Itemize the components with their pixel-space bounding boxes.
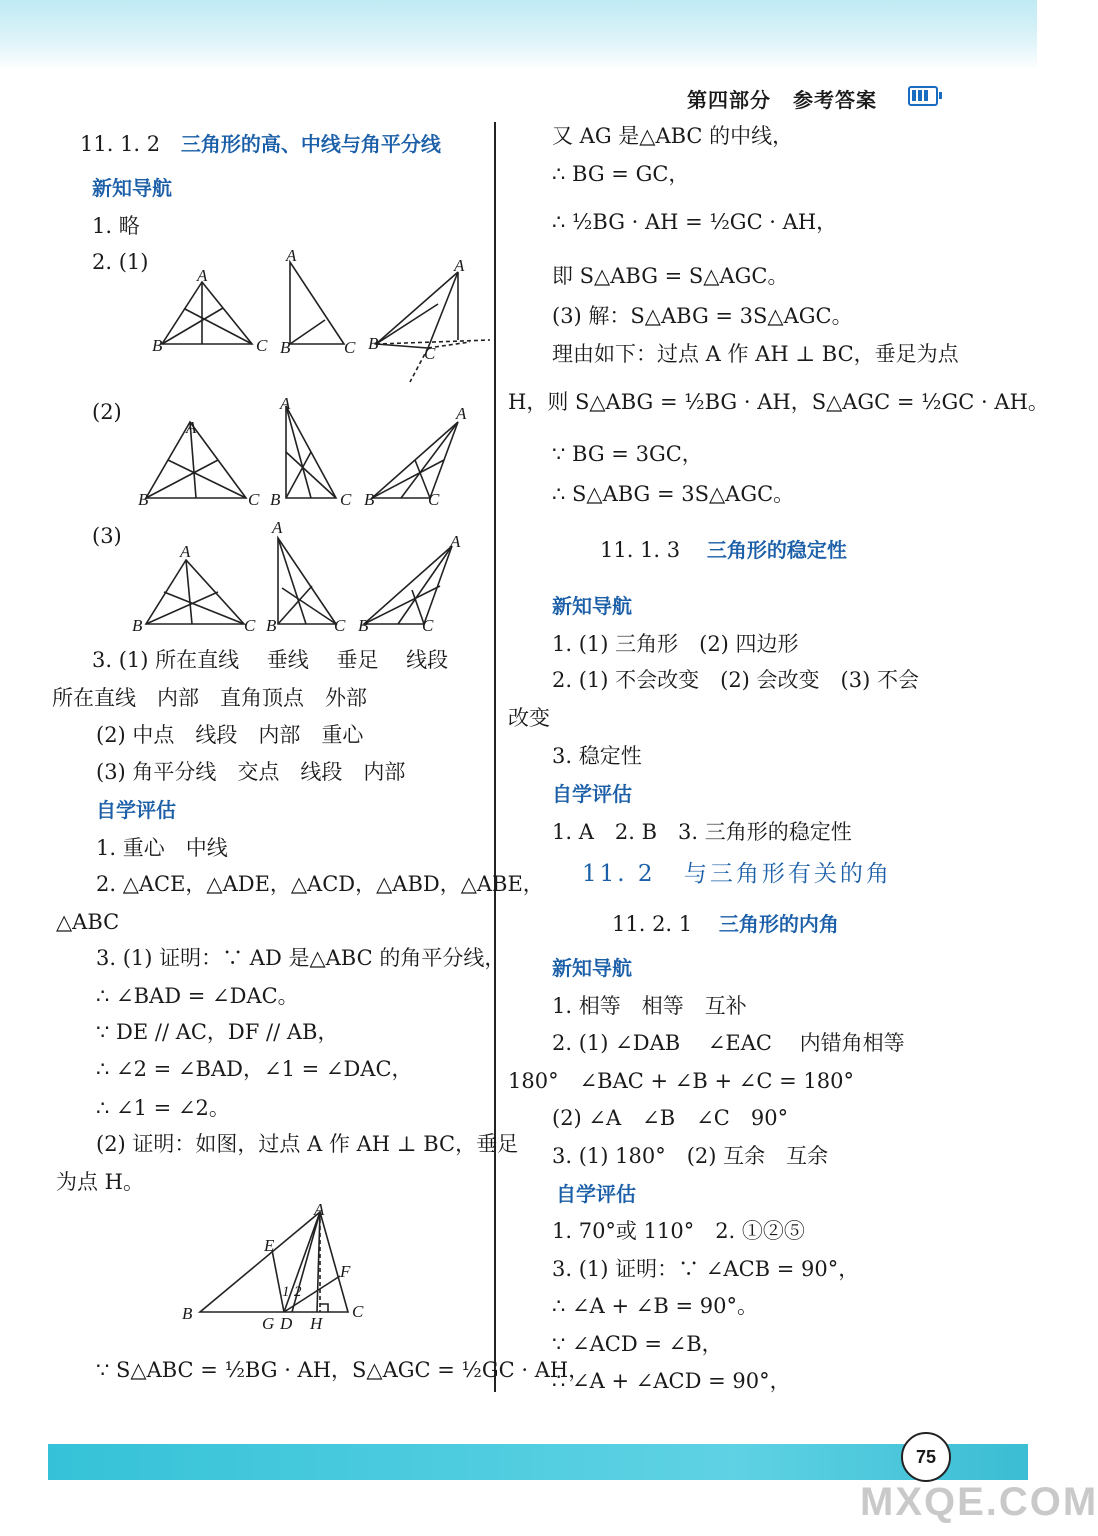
answer-line: 为点 H。 [56, 1170, 144, 1194]
chapter-heading [582, 860, 892, 888]
answer-line: 3. (1) 所在直线 垂线 垂足 线段 [92, 648, 449, 672]
section-heading [80, 130, 441, 158]
answer-line: ∵ BG = 3GC， [552, 442, 703, 466]
vertex-label: C [344, 338, 356, 357]
bottom-decor-band [48, 1444, 1028, 1480]
answer-line: 2. △ACE，△ADE，△ACD，△ABD，△ABE， [96, 872, 544, 896]
answer-line: ∴ BG = GC， [552, 162, 690, 186]
vertex-label: B [182, 1304, 193, 1323]
altitude-figures [140, 262, 500, 392]
vertex-label: C [352, 1302, 364, 1321]
angle-label: 1 [282, 1284, 290, 1300]
vertex-label: A [186, 418, 197, 437]
subhead-xinzhi: 新知导航 [552, 594, 632, 618]
subhead-zixue: 自学评估 [552, 782, 632, 806]
answer-line: 2. (1) ∠DAB ∠EAC 内错角相等 [552, 1031, 905, 1055]
chapter-title: 与三角形有关的角 [683, 861, 892, 887]
bisector-figures [140, 530, 480, 630]
answer-line: ∴ S△ABG = 3S△AGC。 [552, 482, 795, 506]
vertex-label: C [256, 336, 268, 355]
vertex-label: B [364, 490, 375, 509]
answer-line: 3. (1) 证明：∵ AD 是△ABC 的角平分线， [96, 946, 506, 970]
answer-line: 理由如下：过点 A 作 AH ⊥ BC，垂足为点 [552, 342, 959, 366]
page-header [687, 84, 877, 113]
vertex-label: B [266, 616, 277, 635]
vertex-label: A [280, 394, 291, 413]
vertex-label: A [454, 256, 465, 275]
vertex-label: A [314, 1200, 325, 1219]
vertex-label: H [310, 1314, 323, 1333]
section-number: 11. 1. 2 [80, 132, 161, 156]
subhead-xinzhi: 新知导航 [92, 176, 172, 200]
angle-label: 2 [294, 1284, 302, 1300]
vertex-label: B [368, 334, 379, 353]
vertex-label: F [340, 1262, 351, 1281]
vertex-label: C [424, 344, 436, 363]
answer-line: 1. 相等 相等 互补 [552, 994, 747, 1018]
answer-line: 2. (1) 不会改变 (2) 会改变 (3) 不会 [552, 668, 919, 692]
answer-line: (3) 角平分线 交点 线段 内部 [96, 760, 406, 784]
answer-line: 所在直线 内部 直角顶点 外部 [52, 686, 367, 710]
vertex-label: B [280, 338, 291, 357]
answer-line: H，则 S△ABG = ½BG · AH，S△AGC = ½GC · AH。 [508, 390, 1049, 414]
answer-line: ∴ ∠BAD = ∠DAC。 [96, 984, 299, 1008]
answer-line: 又 AG 是△ABC 的中线， [552, 124, 794, 148]
vertex-label: E [264, 1236, 275, 1255]
vertex-label: A [286, 246, 297, 265]
vertex-label: C [340, 490, 352, 509]
vertex-label: C [248, 490, 260, 509]
watermark-logo: MXQE.COM [860, 1480, 1098, 1524]
answer-line: 1. A 2. B 3. 三角形的稳定性 [552, 820, 852, 844]
chapter-number: 11. 2 [582, 861, 656, 887]
vertex-label: B [152, 336, 163, 355]
subhead-xinzhi: 新知导航 [552, 956, 632, 980]
section-title: 三角形的稳定性 [706, 538, 847, 562]
vertex-label: A [456, 404, 467, 423]
answer-line: ∴ ∠1 = ∠2。 [96, 1096, 230, 1120]
answer-line: 1. 70°或 110° 2. ①②⑤ [552, 1219, 805, 1243]
answer-line: 1. 重心 中线 [96, 836, 228, 860]
answer-line: ∵ ∠ACD = ∠B， [552, 1332, 723, 1356]
section-number: 11. 2. 1 [612, 912, 693, 936]
vertex-label: A [272, 518, 283, 537]
answer-line: 3. (1) 证明：∵ ∠ACB = 90°， [552, 1257, 860, 1281]
answer-line: (3) 解：S△ABG = 3S△AGC。 [552, 304, 853, 328]
answer-line: 即 S△ABG = S△AGC。 [552, 264, 789, 288]
vertex-label: C [334, 616, 346, 635]
header-title: 参考答案 [793, 88, 877, 112]
vertex-label: B [132, 616, 143, 635]
section-title: 三角形的高、中线与角平分线 [180, 132, 441, 156]
vertex-label: G [262, 1314, 275, 1333]
answer-line: 3. (1) 180° (2) 互余 互余 [552, 1144, 829, 1168]
answer-line: (2) 证明：如图，过点 A 作 AH ⊥ BC，垂足 [96, 1132, 519, 1156]
subhead-zixue: 自学评估 [96, 798, 176, 822]
answer-line: ∴ ∠A + ∠B = 90°。 [552, 1294, 758, 1318]
vertex-label: C [428, 490, 440, 509]
header-part: 第四部分 [687, 88, 771, 112]
answer-line: 3. 稳定性 [552, 744, 642, 768]
vertex-label: A [197, 266, 208, 285]
answer-line: ∵ S△ABC = ½BG · AH，S△AGC = ½GC · AH， [96, 1358, 590, 1382]
section-number: 11. 1. 3 [600, 538, 681, 562]
answer-line: ∵ DE // AC，DF // AB， [96, 1020, 339, 1044]
vertex-label: B [358, 616, 369, 635]
battery-icon [908, 86, 938, 106]
subhead-zixue: 自学评估 [556, 1182, 636, 1206]
answer-line: 1. (1) 三角形 (2) 四边形 [552, 632, 799, 656]
page-number: 75 [901, 1432, 951, 1482]
answer-line: (2) [92, 400, 122, 424]
section-heading [600, 536, 847, 564]
vertex-label: A [450, 532, 461, 551]
vertex-label: B [138, 490, 149, 509]
vertex-label: C [244, 616, 256, 635]
answer-line: 180° ∠BAC + ∠B + ∠C = 180° [508, 1069, 854, 1093]
vertex-label: D [280, 1314, 293, 1333]
answer-line: ∴ ∠A + ∠ACD = 90°， [552, 1369, 791, 1393]
answer-line: △ABC [56, 910, 120, 934]
answer-line: (2) 中点 线段 内部 重心 [96, 723, 364, 747]
answer-line: 2. (1) [92, 250, 149, 274]
vertex-label: C [422, 616, 434, 635]
vertex-label: B [270, 490, 281, 509]
answer-line: (2) ∠A ∠B ∠C 90° [552, 1106, 789, 1130]
answer-line: (3) [92, 524, 122, 548]
answer-line: ∴ ½BG · AH = ½GC · AH， [552, 210, 838, 234]
answer-line: 1. 略 [92, 214, 140, 238]
answer-line: 改变 [508, 706, 550, 730]
answer-line: ∴ ∠2 = ∠BAD，∠1 = ∠DAC， [96, 1057, 413, 1081]
top-decor-band [0, 0, 1037, 70]
section-heading [612, 910, 839, 938]
vertex-label: A [180, 542, 191, 561]
section-title: 三角形的内角 [718, 912, 839, 936]
